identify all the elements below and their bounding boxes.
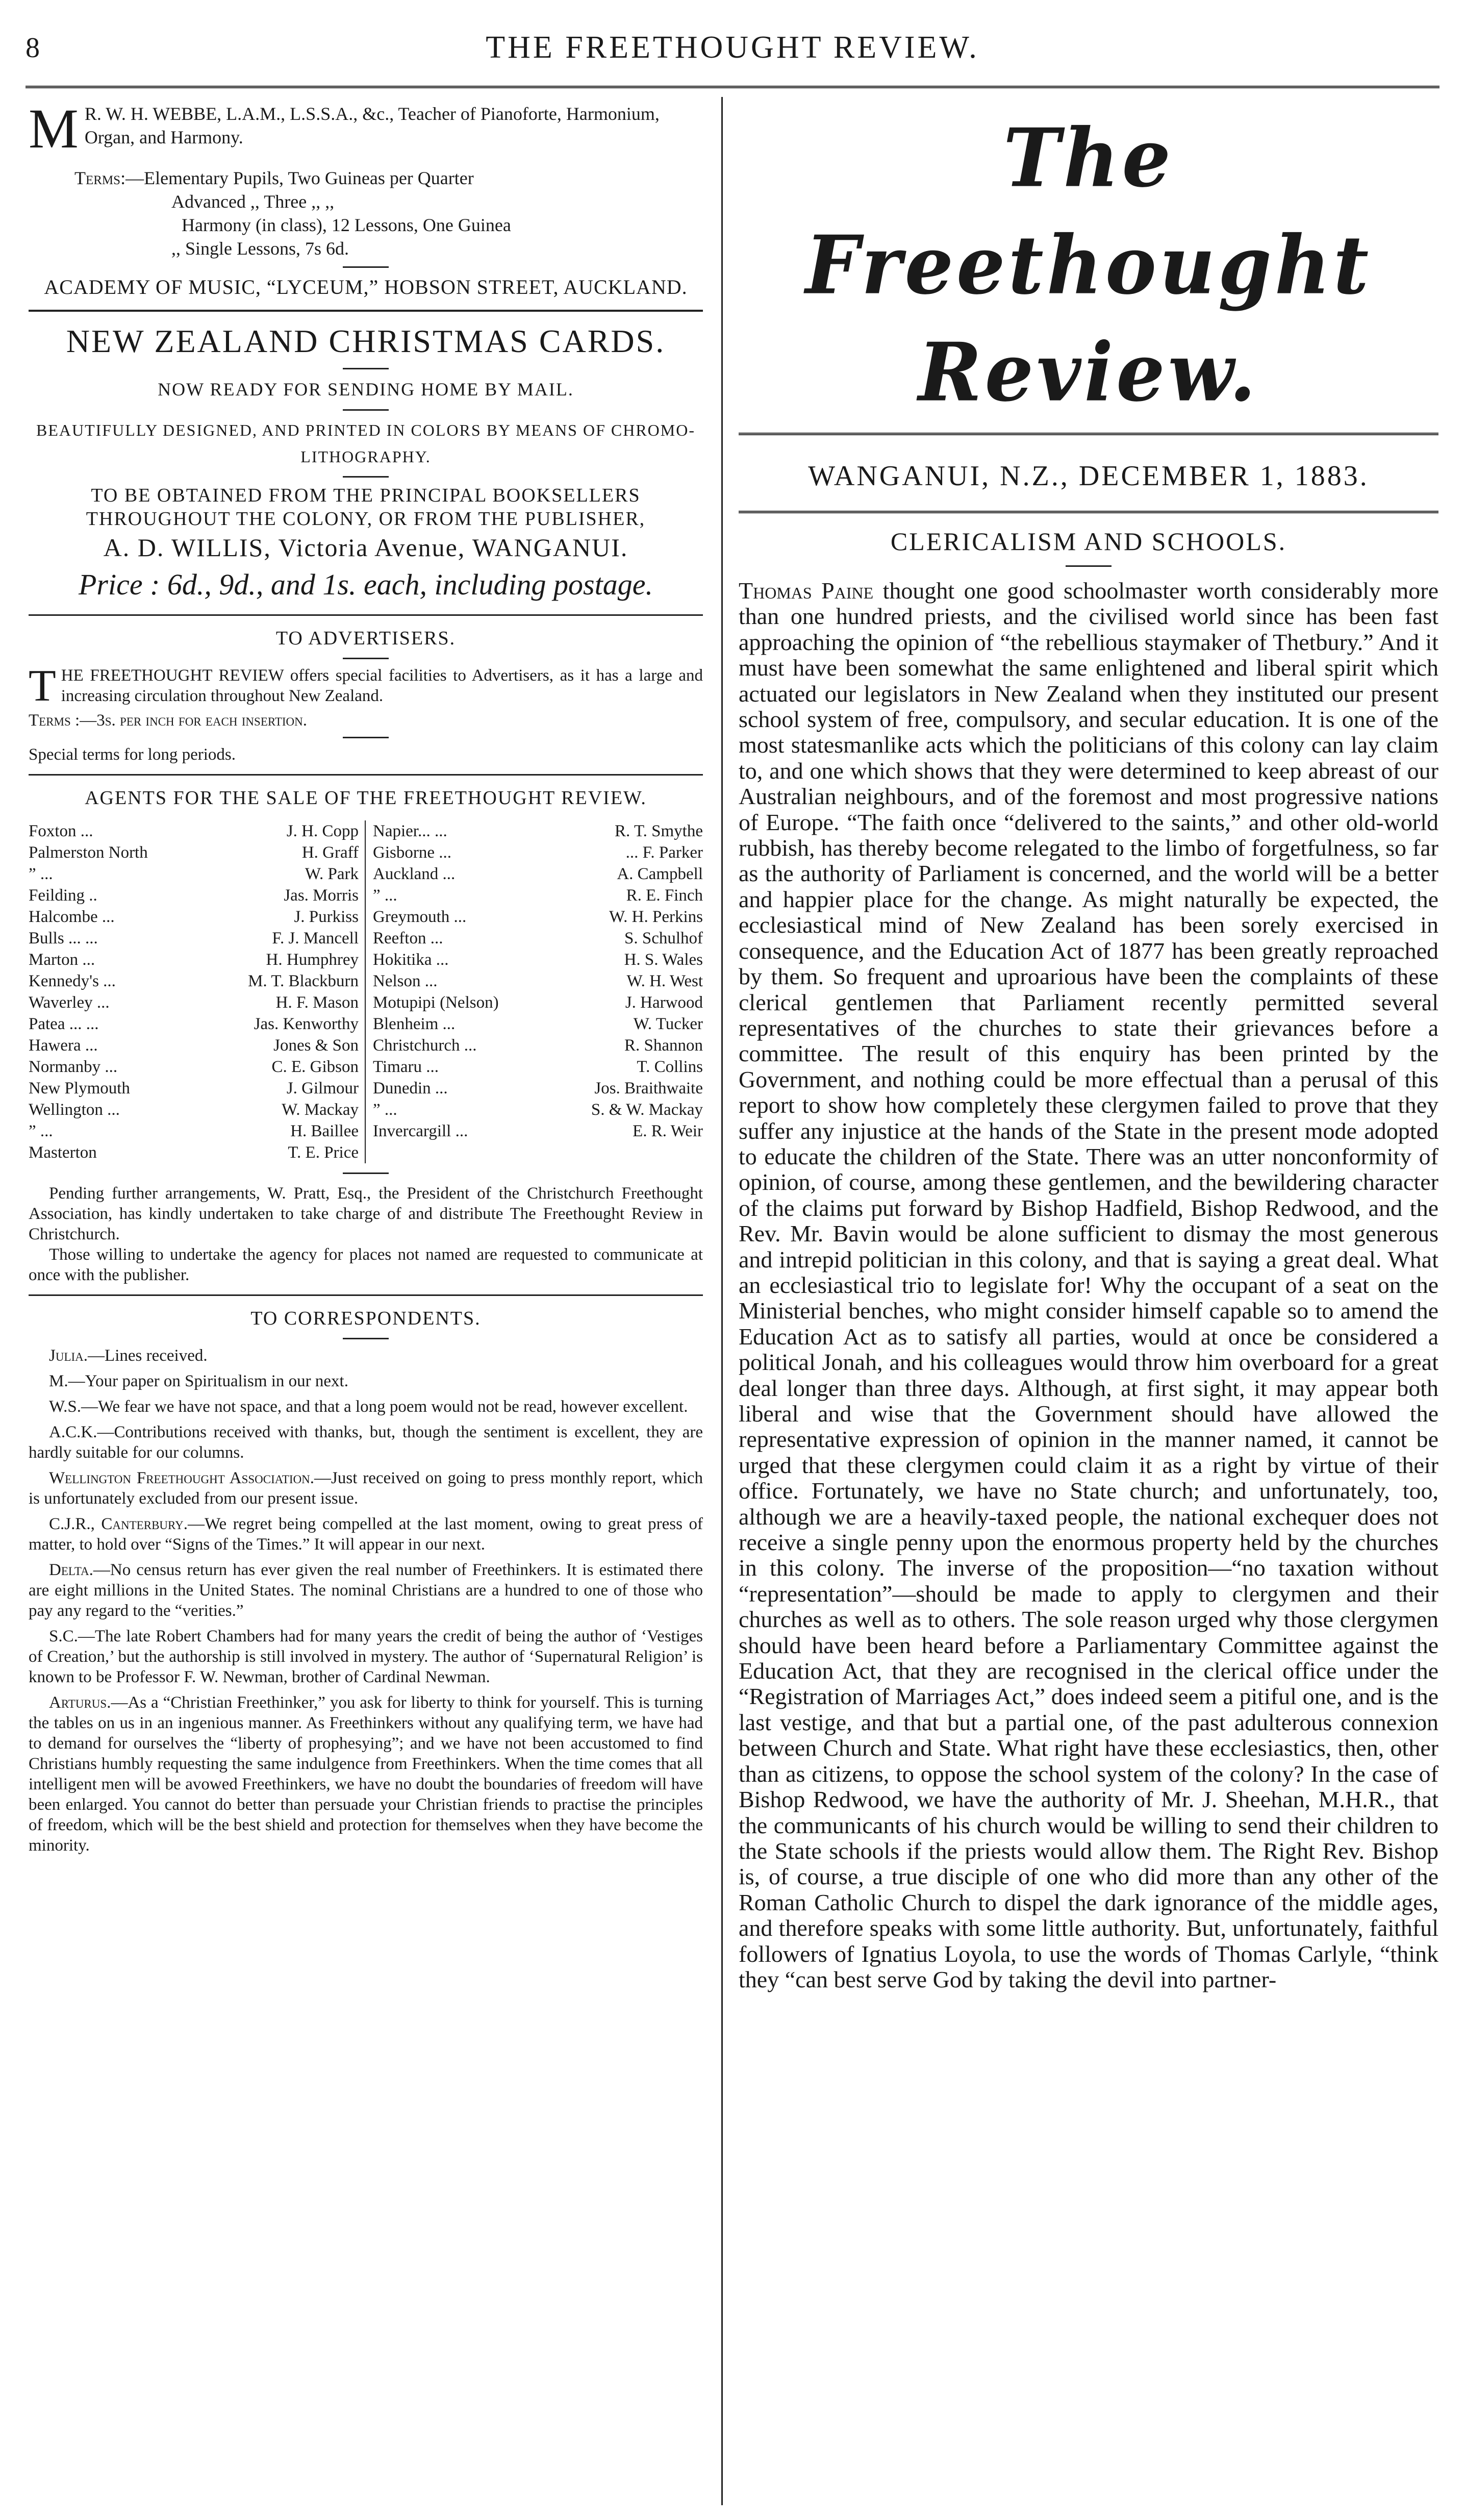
correspondent-note [29,1626,703,1687]
advertisers-terms: Terms :—3s. per inch for each insertion. [29,711,308,730]
agent-name: W. Park [305,865,359,883]
webbe-terms-line4: ,, Single Lessons, 7s 6d. [171,238,349,259]
left-column [29,97,703,1861]
agent-name: A. Campbell [617,865,703,883]
agents-table [29,820,703,1163]
webbe-terms-line2: Advanced ,, Three ,, ,, [171,191,335,212]
agents-title: AGENTS FOR THE SALE OF THE FREETHOUGHT REVIEW. [85,787,647,809]
advertisers-section [29,625,703,765]
agent-place: Masterton [29,1143,97,1162]
agent-place: Feilding .. [29,886,97,905]
correspondent-reply: —We fear we have not space, and that a long poem would not be read, however excellent. [81,1398,688,1416]
agent-row [29,1142,359,1163]
agent-place: Dunedin ... [373,1079,448,1097]
agent-name: H. S. Wales [624,951,703,969]
correspondent-note [29,1514,703,1555]
agent-place: Timaru ... [373,1058,439,1076]
correspondent-name: Julia. [49,1346,88,1365]
running-title: THE FREETHOUGHT REVIEW. [486,30,979,65]
agent-name: Jones & Son [273,1036,359,1055]
agent-name: Jas. Kenworthy [254,1015,359,1033]
correspondent-reply: —Just received on going to press monthly report, which is unfortunately excluded from our present issue. [29,1469,703,1508]
advertisers-body: HE FREETHOUGHT REVIEW offers special facilities to Advertisers, as it has a large and increasing circulation throughout New Zealand. [61,666,703,705]
agent-place: Bulls ... ... [29,929,98,947]
agent-place: Halcombe ... [29,908,115,926]
correspondents-section [29,1305,703,1856]
agent-row [29,992,359,1013]
correspondent-note [29,1692,703,1856]
agent-name: H. Humphrey [266,951,359,969]
xmas-price: Price : 6d., 9d., and 1s. each, including postage. [79,568,653,601]
agents-note-agency: Those willing to undertake the agency for places not named are requested to communicate at once with the publisher. [29,1245,703,1284]
agent-place: Normanby ... [29,1058,118,1076]
header-rule [26,86,1439,88]
correspondent-name: A.C.K. [49,1423,97,1441]
agent-place: ” ... [373,886,397,905]
agent-row [373,1099,703,1120]
masthead: The Freethought Review. [805,111,1372,420]
agent-row [373,1120,703,1142]
agent-place: Wellington ... [29,1101,120,1119]
agent-row [373,992,703,1013]
agent-name: H. Baillee [290,1122,359,1140]
agent-place: New Plymouth [29,1079,130,1097]
agent-row [373,842,703,863]
agent-row [29,949,359,970]
agent-row [29,1099,359,1120]
correspondent-reply: —Lines received. [88,1346,208,1365]
agent-name: Jas. Morris [284,886,359,905]
agent-place: Palmerston North [29,843,148,862]
agents-right-list [366,820,703,1163]
webbe-advert [29,97,703,301]
agent-row [29,906,359,928]
agent-row [29,1078,359,1099]
xmas-obtain: TO BE OBTAINED FROM THE PRINCIPAL BOOKSELLERS THROUGHOUT THE COLONY, OR FROM THE PUBLISHER, [86,485,646,530]
correspondent-name: M. [49,1372,68,1390]
correspondent-reply: —Your paper on Spiritualism in our next. [68,1372,348,1390]
agent-row [373,863,703,885]
agent-name: J. Purkiss [294,908,359,926]
agent-place: Napier... ... [373,822,447,840]
agent-place: Invercargill ... [373,1122,468,1140]
agent-place: Foxton ... [29,822,93,840]
dateline: WANGANUI, N.Z., DECEMBER 1, 1883. [808,460,1369,492]
correspondent-note [29,1396,703,1417]
agent-place: Waverley ... [29,993,110,1012]
agent-name: T. Collins [637,1058,703,1076]
webbe-terms-line3: Harmony (in class), 12 Lessons, One Guinea [182,215,511,235]
agent-place: Nelson ... [373,972,438,990]
agent-name: J. Gilmour [286,1079,359,1097]
agent-row [29,885,359,906]
advertisers-special: Special terms for long periods. [29,745,236,764]
agent-place: Motupipi (Nelson) [373,993,499,1012]
agent-row [373,1078,703,1099]
correspondent-name: S.C. [49,1627,78,1645]
agent-name: ... F. Parker [625,843,703,862]
agent-row [29,1035,359,1056]
article-title: CLERICALISM AND SCHOOLS. [890,527,1287,556]
agent-name: M. T. Blackburn [248,972,359,990]
agent-place: Kennedy's ... [29,972,116,990]
page-number: 8 [26,32,40,64]
xmas-title: NEW ZEALAND CHRISTMAS CARDS. [66,323,666,359]
webbe-terms-label: Terms [74,168,121,188]
agent-row [29,863,359,885]
agent-place: Auckland ... [373,865,456,883]
agent-name: T. E. Price [288,1143,359,1162]
agent-name: W. Tucker [633,1015,703,1033]
agent-place: Hokitika ... [373,951,449,969]
advertisers-dropcap: T [29,661,56,711]
agents-section [29,785,703,1285]
agent-name: Jos. Braithwaite [594,1079,703,1097]
agent-row [373,928,703,949]
agent-row [373,1056,703,1078]
agent-row [29,1056,359,1078]
agent-name: S. & W. Mackay [591,1101,703,1119]
agent-name: S. Schulhof [624,929,703,947]
correspondent-name: Wellington Freethought Association. [49,1469,315,1487]
webbe-terms-line1: :—Elementary Pupils, Two Guineas per Quarter [120,168,474,188]
correspondent-name: Delta. [49,1561,93,1579]
agent-row [29,820,359,842]
correspondent-name: W.S. [49,1398,81,1416]
xmas-publisher: A. D. WILLIS, Victoria Avenue, WANGANUI. [103,533,628,562]
article-lead-caps: Thomas Paine [739,578,874,604]
agent-row [373,1013,703,1035]
agent-place: ” ... [29,865,53,883]
agent-place: Reefton ... [373,929,443,947]
agent-row [29,1013,359,1035]
agent-row [373,949,703,970]
agent-place: Hawera ... [29,1036,98,1055]
correspondent-reply: —We regret being compelled at the last moment, owing to great press of matter, to hold over “Signs of the Times.” It will appear in our next. [29,1515,703,1554]
agent-row [373,1035,703,1056]
xmas-advert [29,321,703,605]
agent-row [29,928,359,949]
agent-row [29,842,359,863]
right-column [739,112,1438,1992]
agent-place: Marton ... [29,951,95,969]
agent-row [29,970,359,992]
correspondent-reply: —The late Robert Chambers had for many years the credit of being the author of ‘Vestiges of Creation,’ but the authorship is still involved in mystery. The author of ‘Supernatural Religion’ is known to be Professor F. W. Newman, brother of Cardinal Newman. [29,1627,703,1686]
correspondent-name: Arturus. [49,1693,111,1712]
correspondent-reply: —As a “Christian Freethinker,” you ask for liberty to think for yourself. This is turning the tables on us in an ingenious manner. As Freethinkers without any qualifying term, we have had to demand for ourselves the “liberty of prophesying”; and we have not been accustomed to find Christians humbly requesting the same indulgence from Freethinkers. When the time comes that all intelligent men will be avowed Freethinkers, we have no doubt the boundaries of freedom will have been enlarged. You cannot do better than persuade your Christian friends to practise the principles of freedom, which will be the best shield and protection for themselves when they have become the minority. [29,1693,703,1855]
correspondent-note [29,1560,703,1621]
agent-place: ” ... [373,1101,397,1119]
agent-row [373,970,703,992]
agent-name: R. E. Finch [626,886,703,905]
correspondent-reply: —No census return has ever given the real number of Freethinkers. It is estimated there are eight millions in the United States. The nominal Christians are a hundred to one of those who pay any regard to the “verities.” [29,1561,703,1620]
agent-row [373,885,703,906]
agent-place: Greymouth ... [373,908,467,926]
correspondent-note [29,1468,703,1509]
agent-name: F. J. Mancell [272,929,359,947]
agents-left-list [29,820,366,1163]
correspondent-name: C.J.R., Canterbury. [49,1515,188,1533]
agent-name: H. Graff [301,843,359,862]
correspondent-reply: —Contributions received with thanks, but, though the sentiment is excellent, they are hardly suitable for our columns. [29,1423,703,1462]
xmas-ready: NOW READY FOR SENDING HOME BY MAIL. [158,379,574,400]
agent-name: C. E. Gibson [271,1058,359,1076]
agent-place: Gisborne ... [373,843,451,862]
agent-name: J. H. Copp [286,822,359,840]
agent-row [29,1120,359,1142]
correspondents-list [29,1345,703,1856]
webbe-dropcap: M [29,97,79,160]
agent-name: W. H. West [626,972,703,990]
xmas-designed: BEAUTIFULLY DESIGNED, AND PRINTED IN COLORS BY MEANS OF CHROMO-LITHOGRAPHY. [36,421,695,466]
article-body [739,578,1438,1992]
agent-place: Patea ... ... [29,1015,99,1033]
correspondent-note [29,1345,703,1366]
agent-row [373,820,703,842]
correspondents-title: TO CORRESPONDENTS. [250,1308,481,1329]
agent-name: R. T. Smythe [615,822,703,840]
webbe-intro: R. W. H. WEBBE, L.A.M., L.S.S.A., &c., Teacher of Pianoforte, Harmonium, Organ, and Harmony. [84,104,660,147]
agent-name: W. H. Perkins [609,908,703,926]
agent-name: W. Mackay [282,1101,359,1119]
agent-place: Blenheim ... [373,1015,456,1033]
correspondent-note [29,1371,703,1391]
agents-note-christchurch: Pending further arrangements, W. Pratt, Esq., the President of the Christchurch Freethought Association, has kindly undertaken to take charge of and distribute The Freethought Review in Christchurch. [29,1184,703,1243]
agent-name: E. R. Weir [633,1122,703,1140]
agent-row [373,906,703,928]
agent-place: ” ... [29,1122,53,1140]
correspondent-note [29,1422,703,1463]
agent-place: Christchurch ... [373,1036,477,1055]
agent-name: R. Shannon [624,1036,703,1055]
agent-name: J. Harwood [625,993,703,1012]
article-text: thought one good schoolmaster worth considerably more than one hundred priests, and the civilised world since has been fast approaching the opinion of “the rebellious staymaker of Thetbury.” And it must have been somewhat the same enlightened and liberal spirit which actuated our legislators in New Zealand when they instituted our present school system of free, compulsory, and secular education. It is one of the most statesmanlike acts which the politicians of this colony can lay claim to, and one which shows that they were determined to keep abreast of our Australian neighbours, and of the foremost and most progressive nations of Europe. “The faith once “delivered to the saints,” and other old-world rubbish, has thereby become relegated to the limbo of forgetfulness, so far as the authority of Parliament is concerned, and the world will be a better and happier place for the change. As might naturally be expected, the ecclesiastical mind of New Zealand has been sorely exercised in consequence, and the Education Act of 1877 has been greatly reproached by them. So frequent and uproarious have been the complaints of these clerical gentlemen that Parliament recently permitted several representatives of the churches to state their grievances before a committee. The result of this enquiry has been printed by the Government, and nothing could be more effectual than a perusal of this report to show how completely these clergymen failed to prove that they suffer any injustice at the hands of the State in the present mode adopted to educate the children of the State. There was an utter nonconformity of opinion, of course, among these gentlemen, and the bewildering character of the claims put forward by Bishop Hadfield, Bishop Redwood, and the Rev. Mr. Bavin would be alone sufficient to dismay the most generous and intrepid politician in this colony, and that is saying a great deal. What an ecclesiastical trio to legislate for! Why the occupant of a seat on the Ministerial benches, who might consider himself capable so to amend the Education Act as to satisfy all parties, would at once be considered a political Jonah, and his colleagues would throw him overboard for a great deal longer than three days. Although, at first sight, it may appear both liberal and wise that the Government should have allowed the representative expression of opinion in the manner named, it cannot be urged that these clergymen could claim it as a right by virtue of their office. Fortunately, we have no State church; and unfortunately, too, although we are a heavily-taxed people, the national exchequer does not receive a single penny upon the enormous property held by the churches in this colony. The inverse of the proposition—“no taxation without “representation”—should be made to apply to clergymen and their churches as well as to others. The sole reason urged why those clergymen should have been heard before a Parliamentary Committee against the Education Act, that they are recognised in the clerical office under the “Registration of Marriages Act,” does indeed seem a pitiful one, and is the last vestige, and that but a partial one, of the past adulterous connexion between Church and State. What right have these ecclesiastics, then, other than as citizens, to oppose the school system of the colony? In the case of Bishop Redwood, we have the authority of Mr. J. Sheehan, M.H.R., that the communicants of his church would be willing to send their children to the State schools if the priests would allow them. The Right Rev. Bishop is, of course, a true disciple of one who did more than any other of the Roman Catholic Church to dispel the dark ignorance of the middle ages, and therefore speaks with some little authority. But, unfortunately, faithful followers of Ignatius Loyola, to use the words of Thomas Carlyle, “think they “can best serve God by taking the devil into partner- [739,578,1438,1992]
agent-name: H. F. Mason [275,993,359,1012]
column-divider [721,97,723,2505]
advertisers-title: TO ADVERTISERS. [275,628,456,649]
webbe-academy: ACADEMY OF MUSIC, “LYCEUM,” HOBSON STREET, AUCKLAND. [44,276,688,298]
